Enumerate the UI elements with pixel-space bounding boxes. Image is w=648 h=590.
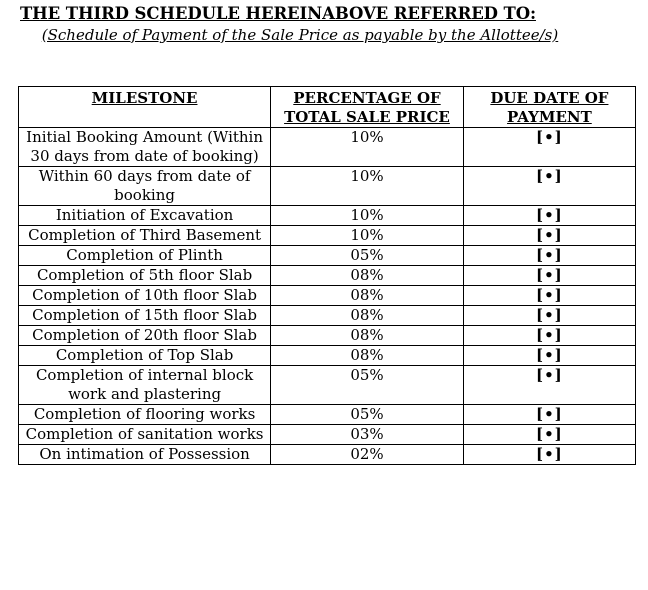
percentage-cell: 05% [271,366,464,405]
table-row [19,346,636,366]
table-row [19,128,636,167]
percentage-cell: 10% [271,128,464,167]
payment-schedule-table [18,86,636,465]
percentage-cell: 08% [271,306,464,326]
percentage-cell: 05% [271,246,464,266]
due-date-cell: [•] [463,206,635,226]
table-row [19,286,636,306]
due-date-cell: [•] [463,246,635,266]
document-title: THE THIRD SCHEDULE HEREINABOVE REFERRED TO: [20,4,536,23]
milestone-cell: Completion of 10th floor Slab [19,286,271,306]
table-body [19,128,636,465]
table-row [19,226,636,246]
percentage-cell: 02% [271,445,464,465]
header-due-date: DUE DATE OF PAYMENT [463,87,635,128]
percentage-cell: 08% [271,266,464,286]
milestone-cell: Completion of 15th floor Slab [19,306,271,326]
table-header-row [19,87,636,128]
percentage-cell: 08% [271,326,464,346]
document-subtitle: (Schedule of Payment of the Sale Price as payable by the Allottee/s) [41,26,559,44]
milestone-cell: On intimation of Possession [19,445,271,465]
due-date-cell: [•] [463,128,635,167]
milestone-cell: Completion of internal block work and plastering [19,366,271,405]
due-date-cell: [•] [463,286,635,306]
table-row [19,366,636,405]
percentage-cell: 03% [271,425,464,445]
percentage-cell: 08% [271,286,464,306]
percentage-cell: 05% [271,405,464,425]
percentage-cell: 10% [271,167,464,206]
due-date-cell: [•] [463,306,635,326]
milestone-cell: Completion of Plinth [19,246,271,266]
percentage-cell: 08% [271,346,464,366]
milestone-cell: Completion of Third Basement [19,226,271,246]
milestone-cell: Completion of 20th floor Slab [19,326,271,346]
table-row [19,266,636,286]
percentage-cell: 10% [271,206,464,226]
due-date-cell: [•] [463,405,635,425]
table-row [19,405,636,425]
milestone-cell: Completion of sanitation works [19,425,271,445]
due-date-cell: [•] [463,167,635,206]
header-percentage: PERCENTAGE OF TOTAL SALE PRICE [271,87,464,128]
table-row [19,206,636,226]
milestone-cell: Initiation of Excavation [19,206,271,226]
due-date-cell: [•] [463,226,635,246]
table-row [19,445,636,465]
due-date-cell: [•] [463,425,635,445]
due-date-cell: [•] [463,266,635,286]
table-row [19,246,636,266]
table-row [19,326,636,346]
table-row [19,425,636,445]
milestone-cell: Completion of Top Slab [19,346,271,366]
milestone-cell: Completion of flooring works [19,405,271,425]
due-date-cell: [•] [463,346,635,366]
milestone-cell: Completion of 5th floor Slab [19,266,271,286]
header-milestone: MILESTONE [19,87,271,128]
due-date-cell: [•] [463,366,635,405]
milestone-cell: Initial Booking Amount (Within 30 days from date of booking) [19,128,271,167]
table-row [19,306,636,326]
due-date-cell: [•] [463,445,635,465]
due-date-cell: [•] [463,326,635,346]
table-row [19,167,636,206]
percentage-cell: 10% [271,226,464,246]
milestone-cell: Within 60 days from date of booking [19,167,271,206]
